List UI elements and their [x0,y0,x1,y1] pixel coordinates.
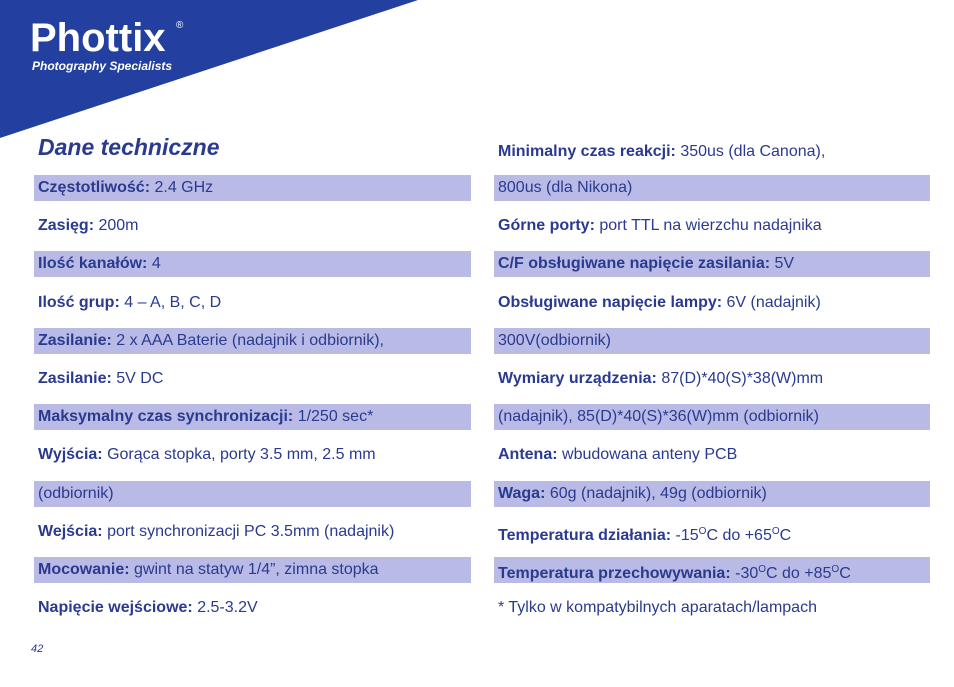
spec-label: Zasilanie: [38,332,112,349]
spec-label: Napięcie wejściowe: [38,599,193,616]
spec-row [494,290,930,316]
spec-row [494,366,930,392]
spec-label: Obsługiwane napięcie lampy: [498,294,723,311]
page-number: 42 [31,643,44,655]
spec-row [494,557,930,583]
temp-min: -15 [675,527,699,544]
spec-value: 2 x AAA Baterie (nadajnik i odbiornik), [116,332,384,349]
spec-row [494,175,930,201]
footnote: * Tylko w kompatybilnych aparatach/lampach [498,599,817,616]
spec-value: 1/250 sec* [297,408,374,425]
spec-row [34,595,471,621]
spec-value: 5V DC [116,370,164,387]
spec-value: 300V(odbiornik) [498,332,611,349]
spec-row [34,404,471,430]
temp-range: C do +65 [706,527,772,544]
brand-tagline: Photography Specialists [32,59,173,73]
spec-row [34,519,471,545]
spec-label: Ilość grup: [38,294,120,311]
spec-row [494,404,930,430]
spec-row [34,251,471,277]
spec-value: 2.4 GHz [154,179,214,196]
spec-row [34,213,471,239]
spec-row [494,519,930,545]
spec-row [494,139,930,165]
spec-label: Maksymalny czas synchronizacji: [38,408,294,425]
phottix-logo: Phottix [30,16,166,60]
degree-mark: O [771,526,780,537]
spec-value: 200m [98,217,139,234]
spec-value: 5V [774,255,795,272]
spec-row [494,442,930,468]
spec-value: 800us (dla Nikona) [498,179,633,196]
spec-label: Zasilanie: [38,370,112,387]
spec-label: Antena: [498,446,558,463]
spec-label: Wyjścia: [38,446,103,463]
spec-value: Gorąca stopka, porty 3.5 mm, 2.5 mm [107,446,376,463]
spec-label: Ilość kanałów: [38,255,148,272]
spec-label: Mocowanie: [38,561,130,578]
spec-label: Częstotliwość: [38,179,151,196]
degree-mark: O [758,564,767,575]
spec-label: Zasięg: [38,217,95,234]
spec-row [34,366,471,392]
spec-label: Minimalny czas reakcji: [498,143,676,160]
spec-row [494,213,930,239]
spec-value: 4 [151,255,161,272]
spec-value: wbudowana anteny PCB [562,446,738,463]
spec-label: Temperatura przechowywania: [498,565,731,582]
spec-value: (nadajnik), 85(D)*40(S)*36(W)mm (odbiornik) [498,408,819,425]
spec-label: Wymiary urządzenia: [498,370,657,387]
spec-label: Temperatura działania: [498,527,672,544]
spec-value: (odbiornik) [38,485,114,502]
spec-value: 60g (nadajnik), 49g (odbiornik) [549,485,767,502]
temp-range: C do +85 [766,565,832,582]
spec-row [494,481,930,507]
spec-label: Wejścia: [38,523,103,540]
spec-row [494,251,930,277]
temp-unit: C [779,527,792,544]
spec-row [34,175,471,201]
spec-value: port TTL na wierzchu nadajnika [599,217,822,234]
spec-row [494,328,930,354]
spec-row [34,328,471,354]
spec-label: Waga: [498,485,546,502]
spec-label: C/F obsługiwane napięcie zasilania: [498,255,771,272]
degree-mark: O [831,564,840,575]
temp-min: -30 [735,565,759,582]
registered-mark: ® [176,20,184,31]
degree-mark: O [698,526,707,537]
spec-row [34,557,471,583]
spec-value: 4 – A, B, C, D [124,294,222,311]
spec-value: 87(D)*40(S)*38(W)mm [661,370,824,387]
spec-value: 350us (dla Canona), [680,143,826,160]
spec-value: 6V (nadajnik) [726,294,821,311]
spec-value: port synchronizacji PC 3.5mm (nadajnik) [107,523,395,540]
spec-row [34,290,471,316]
spec-value: 2.5-3.2V [197,599,258,616]
spec-row [34,442,471,468]
spec-row [34,481,471,507]
spec-label: Górne porty: [498,217,595,234]
temp-unit: C [839,565,851,582]
section-heading: Dane techniczne [38,134,220,160]
spec-value: gwint na statyw 1/4”, zimna stopka [134,561,379,578]
